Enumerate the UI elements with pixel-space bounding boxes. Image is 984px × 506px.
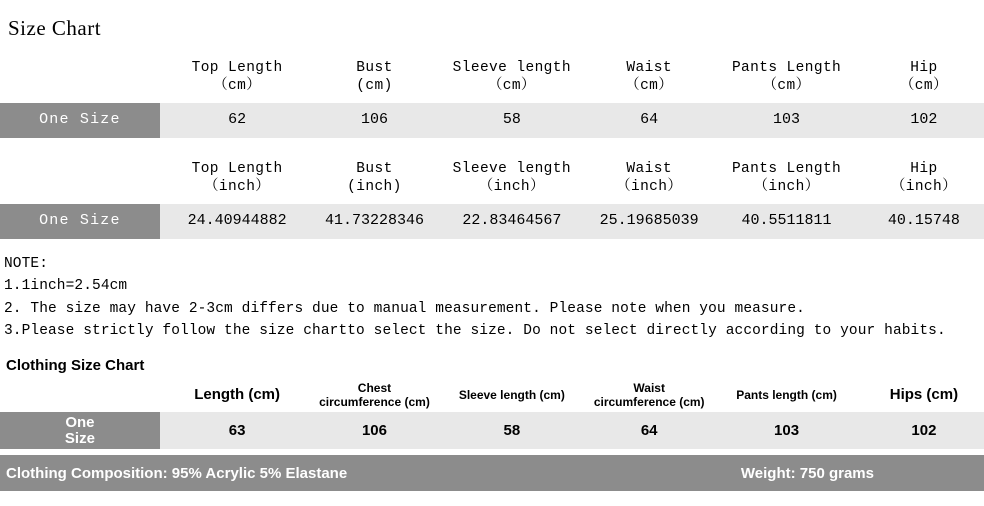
clothing-value-chest: 106 (314, 412, 434, 450)
cm-header-hip-line1: Hip (910, 59, 938, 76)
cm-value-sleeve-length: 58 (435, 103, 590, 138)
clothing-header-blank (0, 378, 160, 412)
cm-header-top-length (160, 51, 315, 103)
inch-header-top-length (160, 152, 315, 204)
clothing-header-waist: Waist circumference (cm) (589, 378, 709, 412)
note-heading: NOTE: (4, 256, 49, 272)
cm-value-bust: 106 (314, 103, 434, 138)
inch-header-pants-length (709, 152, 864, 204)
inch-header-waist-line1: Waist (626, 160, 672, 177)
inch-value-bust: 41.73228346 (314, 204, 434, 239)
cm-header-pants-line2: （cm） (762, 78, 811, 94)
cm-header-top-length-line2: （cm） (213, 78, 262, 94)
clothing-composition: Clothing Composition: 95% Acrylic 5% Elastane (6, 464, 348, 482)
inch-header-waist (589, 152, 709, 204)
cm-header-pants-line1: Pants Length (731, 59, 842, 76)
table-spacer-cell (0, 138, 984, 152)
cm-header-sleeve-length (435, 51, 590, 103)
cm-header-hip-line2: （cm） (899, 78, 948, 94)
clothing-row-label (0, 412, 160, 450)
inch-header-top-length-line1: Top Length (191, 160, 283, 177)
cm-header-pants-length (709, 51, 864, 103)
table-spacer (0, 138, 984, 152)
inch-value-waist: 25.19685039 (589, 204, 709, 239)
inch-header-hip-line1: Hip (910, 160, 938, 177)
clothing-value-row (0, 412, 984, 450)
inch-header-bust-line2: (inch) (347, 179, 402, 195)
cm-header-waist-line1: Waist (626, 59, 672, 76)
cm-header-bust (314, 51, 434, 103)
footer-band (0, 455, 984, 491)
inch-header-bust-line1: Bust (356, 160, 393, 177)
cm-header-hip (864, 51, 984, 103)
clothing-header-row (0, 378, 984, 412)
clothing-header-chest: Chest circumference (cm) (314, 378, 434, 412)
cm-value-row (0, 103, 984, 138)
clothing-row-label-line1: One (65, 413, 95, 431)
inch-header-waist-line2: （inch） (616, 179, 683, 195)
inch-header-pants-line1: Pants Length (731, 160, 842, 177)
inch-row-label: One Size (0, 204, 160, 239)
inch-value-row (0, 204, 984, 239)
inch-header-hip (864, 152, 984, 204)
cm-value-pants-length: 103 (709, 103, 864, 138)
cm-value-hip: 102 (864, 103, 984, 138)
inch-value-hip: 40.15748 (864, 204, 984, 239)
inch-value-pants-length: 40.5511811 (709, 204, 864, 239)
cm-header-sleeve-line1: Sleeve length (452, 59, 571, 76)
inch-header-sleeve-length (435, 152, 590, 204)
cm-header-top-length-line1: Top Length (191, 59, 283, 76)
cm-row-label: One Size (0, 103, 160, 138)
clothing-value-sleeve: 58 (435, 412, 590, 450)
clothing-value-length: 63 (160, 412, 315, 450)
clothing-header-pants: Pants length (cm) (709, 378, 864, 412)
note-line-1: 1.1inch=2.54cm (4, 278, 128, 295)
inch-header-hip-line2: （inch） (890, 179, 958, 195)
cm-value-top-length: 62 (160, 103, 315, 138)
inch-header-sleeve-line1: Sleeve length (452, 160, 571, 177)
cm-header-bust-line2: (cm) (356, 78, 393, 94)
inch-header-blank (0, 152, 160, 204)
note-block (0, 239, 984, 347)
inch-value-top-length: 24.40944882 (160, 204, 315, 239)
inch-header-bust (314, 152, 434, 204)
clothing-header-sleeve: Sleeve length (cm) (435, 378, 590, 412)
cm-value-waist: 64 (589, 103, 709, 138)
cm-header-blank (0, 51, 160, 103)
note-line-2: 2. The size may have 2-3cm differs due to manual measurement. Please note when you measure. (4, 300, 805, 317)
cm-header-row (0, 51, 984, 103)
inch-value-sleeve-length: 22.83464567 (435, 204, 590, 239)
cm-header-waist-line2: （cm） (625, 78, 674, 94)
note-line-3: 3.Please strictly follow the size chartto select the size. Do not select directly according to your habits. (4, 323, 946, 340)
clothing-header-length: Length (cm) (160, 378, 315, 412)
cm-header-sleeve-line2: （cm） (487, 78, 536, 94)
size-chart-table (0, 51, 984, 239)
inch-header-row (0, 152, 984, 204)
inch-header-sleeve-line2: （inch） (478, 179, 545, 195)
clothing-value-pants: 103 (709, 412, 864, 450)
clothing-weight: Weight: 750 grams (740, 464, 874, 482)
cm-header-bust-line1: Bust (356, 59, 393, 76)
clothing-header-hips: Hips (cm) (864, 378, 984, 412)
clothing-size-chart-title: Clothing Size Chart (6, 356, 145, 374)
clothing-value-waist: 64 (589, 412, 709, 450)
inch-header-pants-line2: （inch） (753, 179, 820, 195)
page-title: Size Chart (8, 16, 102, 40)
clothing-size-chart-table (0, 378, 984, 450)
clothing-value-hips: 102 (864, 412, 984, 450)
cm-header-waist (589, 51, 709, 103)
inch-header-top-length-line2: （inch） (204, 179, 271, 195)
clothing-row-label-line2: Size (64, 429, 95, 447)
